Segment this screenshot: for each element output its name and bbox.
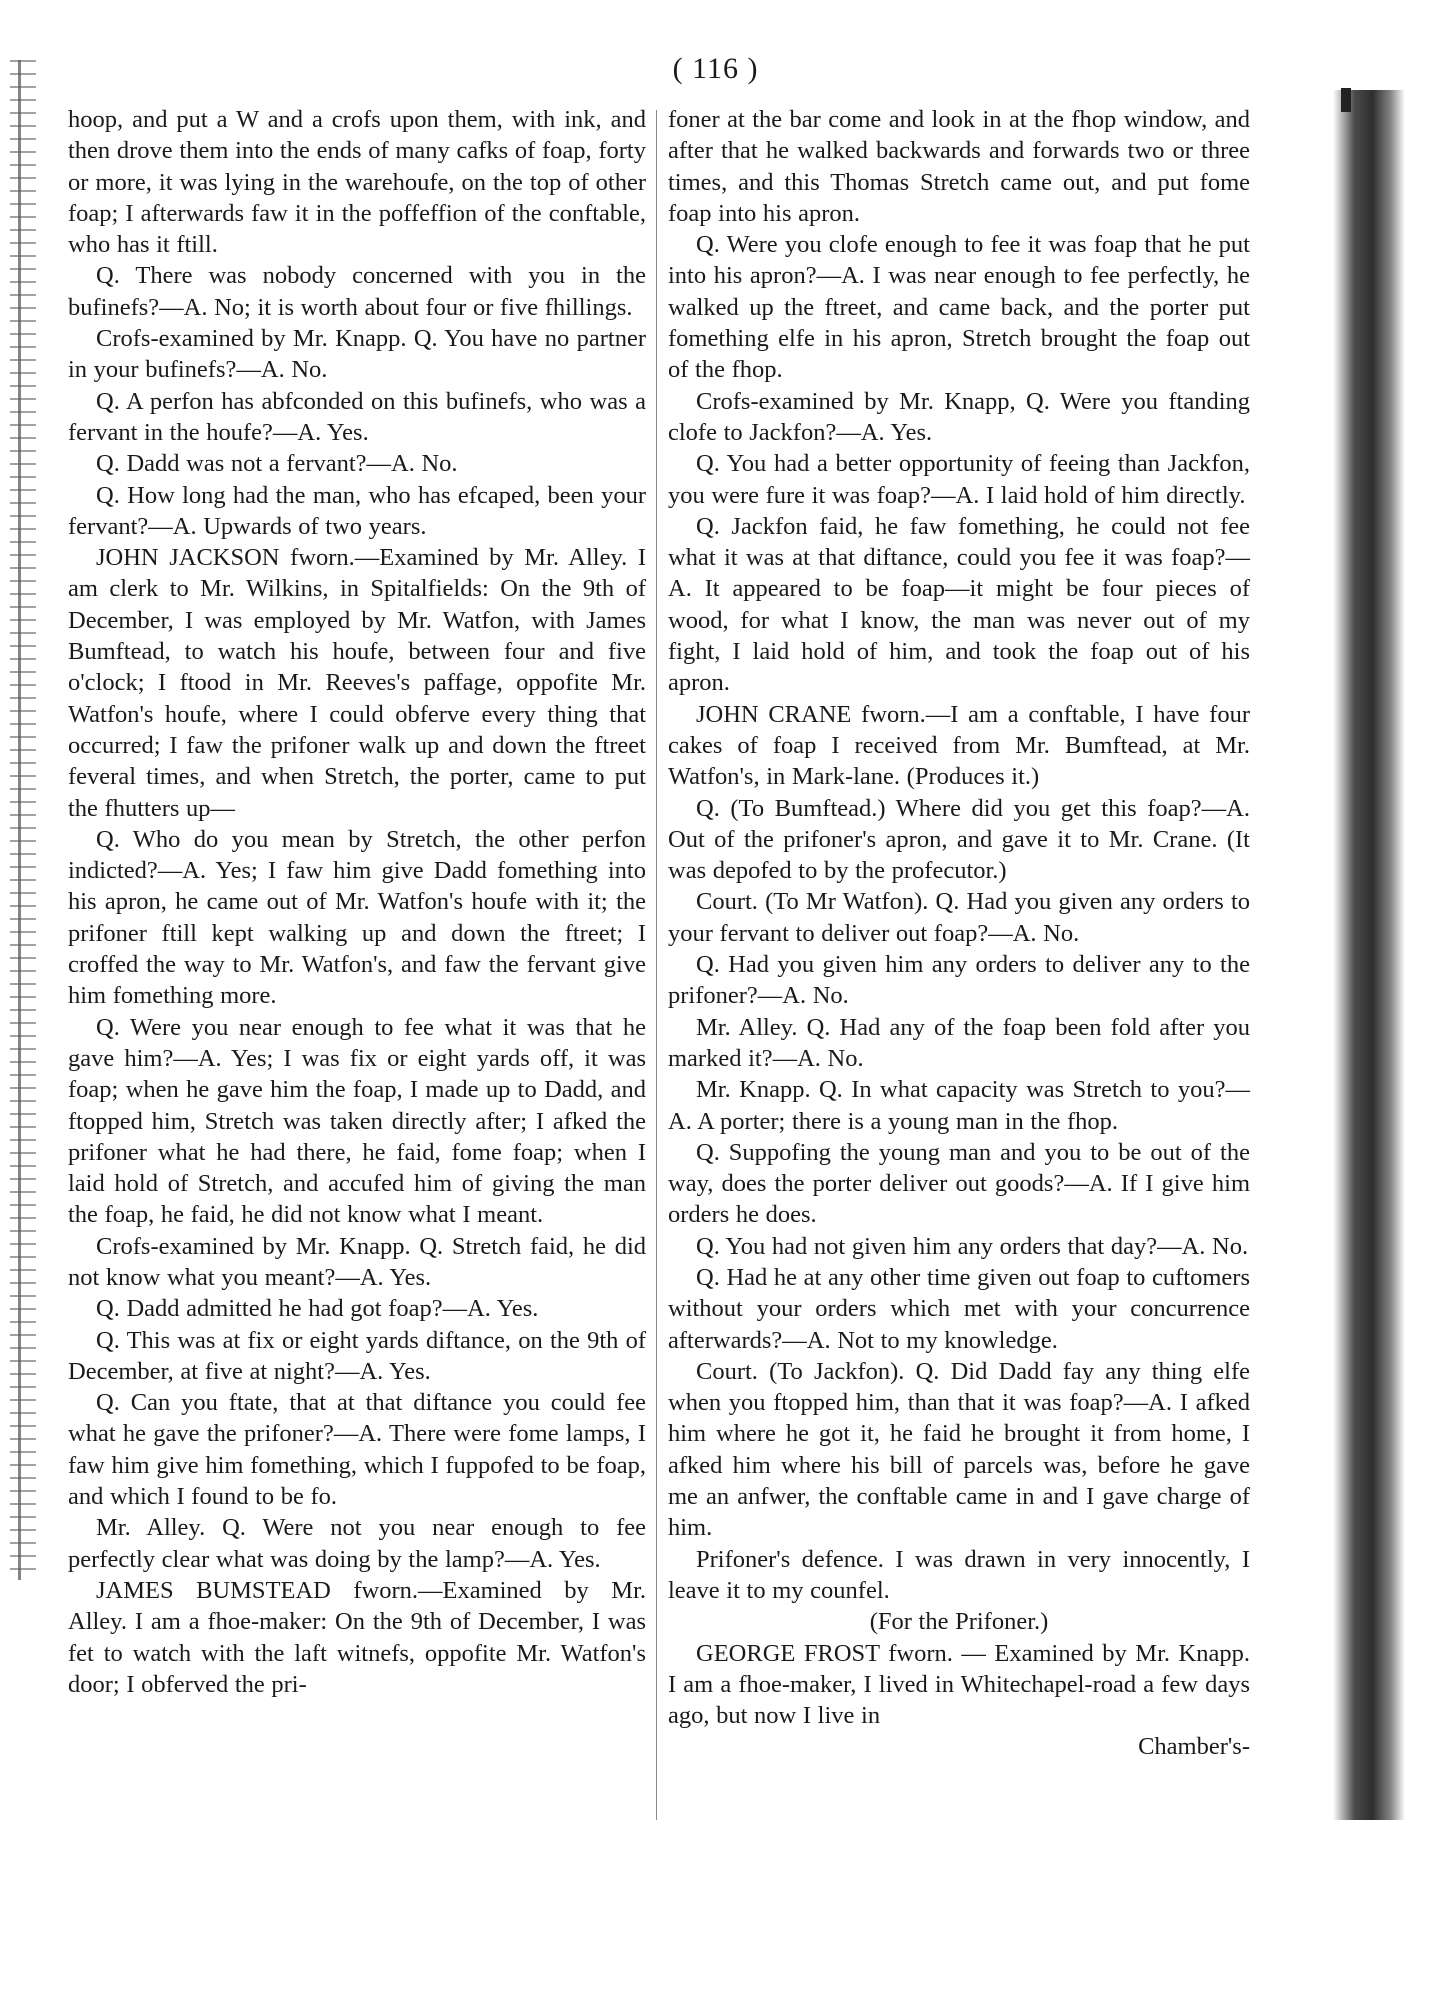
paragraph: Court. (To Jackfon). Q. Did Dadd fay any thing elfe when you ftopped him, than that it was foap?—A. I afked him where he got it, he faid he brought it from home, I afked him where his bill of parcels was, before he gave me an anfwer, the conftable came in and I gave charge of him.: [668, 1357, 1250, 1542]
paragraph: Prifoner's defence. I was drawn in very innocently, I leave it to my counfel.: [668, 1545, 1250, 1604]
page-edge-mark: [1341, 88, 1351, 112]
paragraph: JOHN JACKSON fworn.—Examined by Mr. Alley. I am clerk to Mr. Wilkins, in Spitalfields: On the 9th of December, I was employed by Mr. Watfon, with James Bumftead, to watch his houfe, between four and five o'clock; I ftood in Mr. Reeves's paffage, oppofite Mr. Watfon's houfe, where I could obferve every thing that occurred; I faw the prifoner walk up and down the ftreet feveral times, and when Stretch, the porter, came to put the fhutters up—: [68, 544, 646, 822]
paragraph: Q. Can you ftate, that at that diftance you could fee what he gave the prifoner?—A. There were fome lamps, I faw him give him fomething, which I fuppofed to be foap, and which I found to be fo.: [68, 1389, 646, 1511]
paragraph: Mr. Alley. Q. Were not you near enough to fee perfectly clear what was doing by the lamp?—A. Yes.: [68, 1514, 646, 1573]
paragraph: Crofs-examined by Mr. Knapp. Q. You have no partner in your bufinefs?—A. No.: [68, 325, 646, 384]
paragraph: Q. Were you clofe enough to fee it was foap that he put into his apron?—A. I was near enough to fee perfectly, he walked up the ftreet, and came back, and the porter put fomething elfe in his apron, Stretch brought the foap out of the fhop.: [668, 231, 1250, 384]
paragraph: Q. How long had the man, who has efcaped, been your fervant?—A. Upwards of two years.: [68, 481, 646, 540]
paragraph: hoop, and put a W and a crofs upon them, with ink, and then drove them into the ends of many cafks of foap, forty or more, it was lying in the warehoufe, on the top of other foap; I afterwards faw it in the poffeffion of the conftable, who has it ftill.: [68, 106, 646, 259]
page-number: ( 116 ): [672, 52, 759, 85]
paragraph: Court. (To Mr Watfon). Q. Had you given any orders to your fervant to deliver out foap?—A. No.: [668, 888, 1250, 947]
paragraph: (For the Prifoner.): [869, 1608, 1049, 1636]
paragraph: Crofs-examined by Mr. Knapp, Q. Were you ftanding clofe to Jackfon?—A. Yes.: [668, 387, 1250, 446]
paragraph: Q. Dadd admitted he had got foap?—A. Yes.: [96, 1295, 539, 1323]
paragraph: Chamber's-: [1138, 1733, 1250, 1761]
paragraph: Q. A perfon has abfconded on this bufinefs, who was a fervant in the houfe?—A. Yes.: [68, 387, 646, 446]
paragraph: Q. You had a better opportunity of feeing than Jackfon, you were fure it was foap?—A. I laid hold of him directly.: [668, 450, 1250, 509]
paragraph: Q. (To Bumftead.) Where did you get this foap?—A. Out of the prifoner's apron, and gave it to Mr. Crane. (It was depofed to by the profecutor.): [668, 794, 1250, 885]
paragraph: Crofs-examined by Mr. Knapp. Q. Stretch faid, he did not know what you meant?—A. Yes.: [68, 1232, 646, 1291]
paragraph: JAMES BUMSTEAD fworn.—Examined by Mr. Alley. I am a fhoe-maker: On the 9th of December, I was fet to watch with the laft witnefs, oppofite Mr. Watfon's door; I obferved the pri-: [68, 1576, 646, 1698]
paragraph: Q. Had he at any other time given out foap to cuftomers without your orders which met with your concurrence afterwards?—A. Not to my knowledge.: [668, 1263, 1250, 1354]
paragraph: Q. Were you near enough to fee what it was that he gave him?—A. Yes; I was fix or eight yards off, it was foap; when he gave him the foap, I made up to Dadd, and ftopped him, Stretch was taken directly after; I afked the prifoner what he had there, he faid, fome foap; when I laid hold of Stretch, and accufed him of giving the man the foap, he faid, he did not know what I meant.: [68, 1013, 646, 1229]
paragraph: Q. Had you given him any orders to deliver any to the prifoner?—A. No.: [668, 951, 1250, 1010]
paragraph: Q. This was at fix or eight yards diftance, on the 9th of December, at five at night?—A. Yes.: [68, 1326, 646, 1385]
paragraph: Q. There was nobody concerned with you in the bufinefs?—A. No; it is worth about four or five fhillings.: [68, 262, 646, 321]
paragraph: JOHN CRANE fworn.—I am a conftable, I have four cakes of foap I received from Mr. Bumftead, at Mr. Watfon's, in Mark-lane. (Produces it.): [668, 700, 1250, 791]
binding-gutter-marks: [10, 60, 36, 1580]
paragraph: Q. Dadd was not a fervant?—A. No.: [96, 450, 458, 478]
column-divider: [656, 110, 657, 1820]
paragraph: Mr. Knapp. Q. In what capacity was Stretch to you?—A. A porter; there is a young man in the fhop.: [668, 1076, 1250, 1135]
paragraph: Q. Jackfon faid, he faw fomething, he could not fee what it was at that diftance, could you fee it was foap?—A. It appeared to be foap—it might be four pieces of wood, for what I know, the man was never out of my fight, I laid hold of him, and took the foap out of his apron.: [668, 512, 1250, 697]
paragraph: foner at the bar come and look in at the fhop window, and after that he walked backwards and forwards two or three times, and this Thomas Stretch came out, and put fome foap into his apron.: [668, 106, 1250, 227]
paragraph: Q. Suppofing the young man and you to be out of the way, does the porter deliver out goods?—A. If I give him orders he does.: [668, 1138, 1250, 1229]
right-column: [668, 104, 1250, 1763]
page-edge-shadow: [1333, 90, 1405, 1820]
paragraph: GEORGE FROST fworn. — Examined by Mr. Knapp. I am a fhoe-maker, I lived in Whitechapel-road a few days ago, but now I live in: [668, 1639, 1250, 1730]
paragraph: Mr. Alley. Q. Had any of the foap been fold after you marked it?—A. No.: [668, 1013, 1250, 1072]
left-column: [68, 104, 646, 1700]
paragraph: Q. Who do you mean by Stretch, the other perfon indicted?—A. Yes; I faw him give Dadd fomething into his apron, he came out of Mr. Watfon's houfe with it; the prifoner ftill kept walking up and down the ftreet; I croffed the way to Mr. Watfon's, and faw the fervant give him fomething more.: [68, 825, 646, 1010]
paragraph: Q. You had not given him any orders that day?—A. No.: [696, 1232, 1249, 1260]
